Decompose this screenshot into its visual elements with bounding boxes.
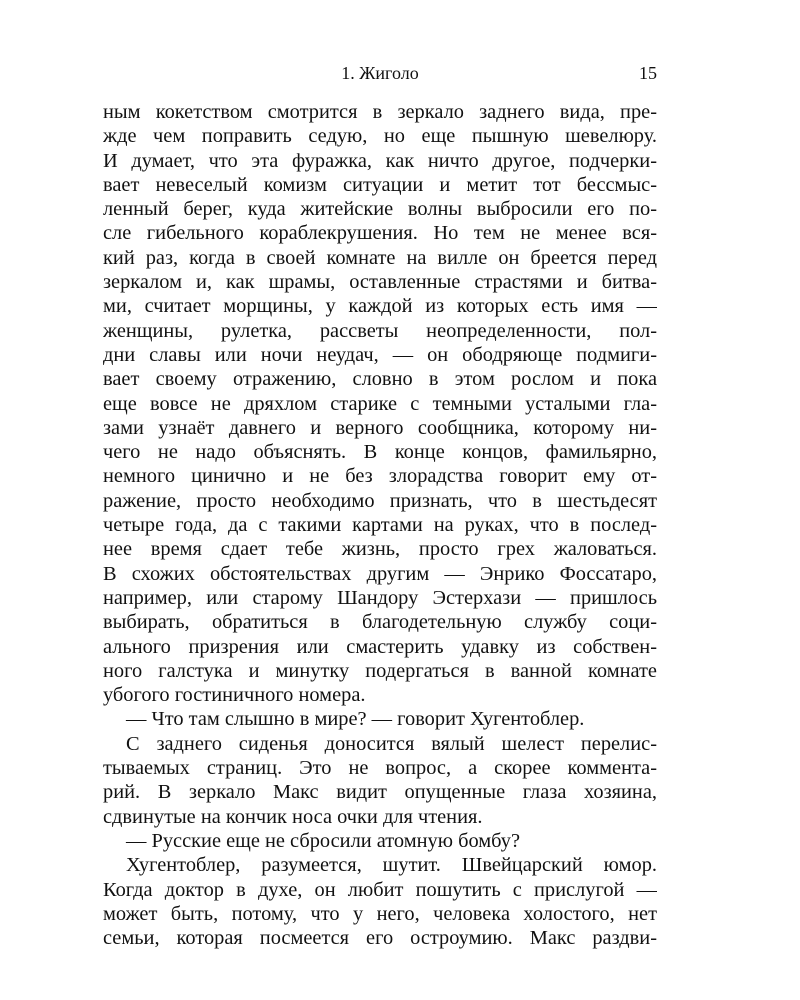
text-line: дни славы или ночи неудач, — он ободряюще подмиги- [103, 343, 657, 366]
text-line: жде чем поправить седую, но еще пышную шевелюру. [103, 125, 657, 148]
text-line: И думает, что эта фуражка, как ничто другое, подчерки- [103, 149, 657, 172]
text-line: Когда доктор в духе, он любит пошутить с прислугой — [103, 878, 657, 901]
page-number: 15 [639, 63, 657, 83]
text-line: убогого гостиничного номера. [103, 684, 366, 707]
text-line: ного галстука и минутку подергаться в ванной комнате [103, 659, 657, 682]
text-line: вает своему отражению, словно в этом рослом и пока [103, 368, 657, 391]
text-line: сле гибельного кораблекрушения. Но тем не менее вся- [103, 222, 657, 245]
text-line: например, или старому Шандору Эстерхази — пришлось [103, 586, 657, 609]
text-line: кий раз, когда в своей комнате на вилле он бреется перед [103, 246, 657, 269]
text-line: В схожих обстоятельствах другим — Энрико Фоссатаро, [103, 562, 657, 585]
text-line: ленный берег, куда житейские волны выбросили его по- [103, 198, 657, 221]
text-line: сдвинутые на кончик носа очки для чтения. [103, 805, 483, 828]
text-line: женщины, рулетка, рассветы неопределенности, пол- [103, 319, 657, 342]
text-line: ражение, просто необходимо признать, что в шестьдесят [103, 489, 657, 512]
text-line: может быть, потому, что у него, человека холостого, нет [103, 902, 657, 925]
text-line: четыре года, да с такими картами на руках, что в послед- [103, 514, 657, 537]
chapter-title: 1. Жиголо [341, 63, 419, 83]
running-head [103, 62, 657, 86]
text-line: ным кокетством смотрится в зеркало заднего вида, пре- [103, 101, 657, 123]
text-line: — Русские еще не сбросили атомную бомбу? [126, 829, 521, 852]
text-line: еще вовсе не дряхлом старике с темными усталыми гла- [103, 392, 657, 415]
text-line: рий. В зеркало Макс видит опущенные глаза хозяина, [103, 781, 657, 804]
text-line: зами узнаёт давнего и верного сообщника, которому ни- [103, 416, 657, 439]
text-line: семьи, которая посмеется его остроумию. Макс раздви- [103, 927, 657, 950]
text-line: Хугентоблер, разумеется, шутит. Швейцарский юмор. [126, 854, 657, 877]
text-line: ального призрения или смастерить удавку из собствен- [103, 635, 657, 658]
text-line: тываемых страниц. Это не вопрос, а скорее коммента- [103, 757, 657, 780]
text-line: — Что там слышно в мире? — говорит Хугентоблер. [126, 708, 585, 731]
text-line: зеркалом и, как шрамы, оставленные страстями и битва- [103, 271, 657, 294]
text-line: ми, считает морщины, у каждой из которых есть имя — [103, 295, 657, 318]
text-line: нее время сдает тебе жизнь, просто грех жаловаться. [103, 538, 657, 561]
text-line: С заднего сиденья доносится вялый шелест перелис- [126, 732, 657, 755]
text-line: выбирать, обратиться в благодетельную службу соци- [103, 611, 657, 634]
text-line: немного цинично и не без злорадства говорит ему от- [103, 465, 657, 488]
body-text [103, 100, 657, 950]
text-line: чего не надо объяснять. В конце концов, фамильярно, [103, 441, 657, 464]
text-line: вает невеселый комизм ситуации и метит тот бессмыс- [103, 173, 657, 196]
